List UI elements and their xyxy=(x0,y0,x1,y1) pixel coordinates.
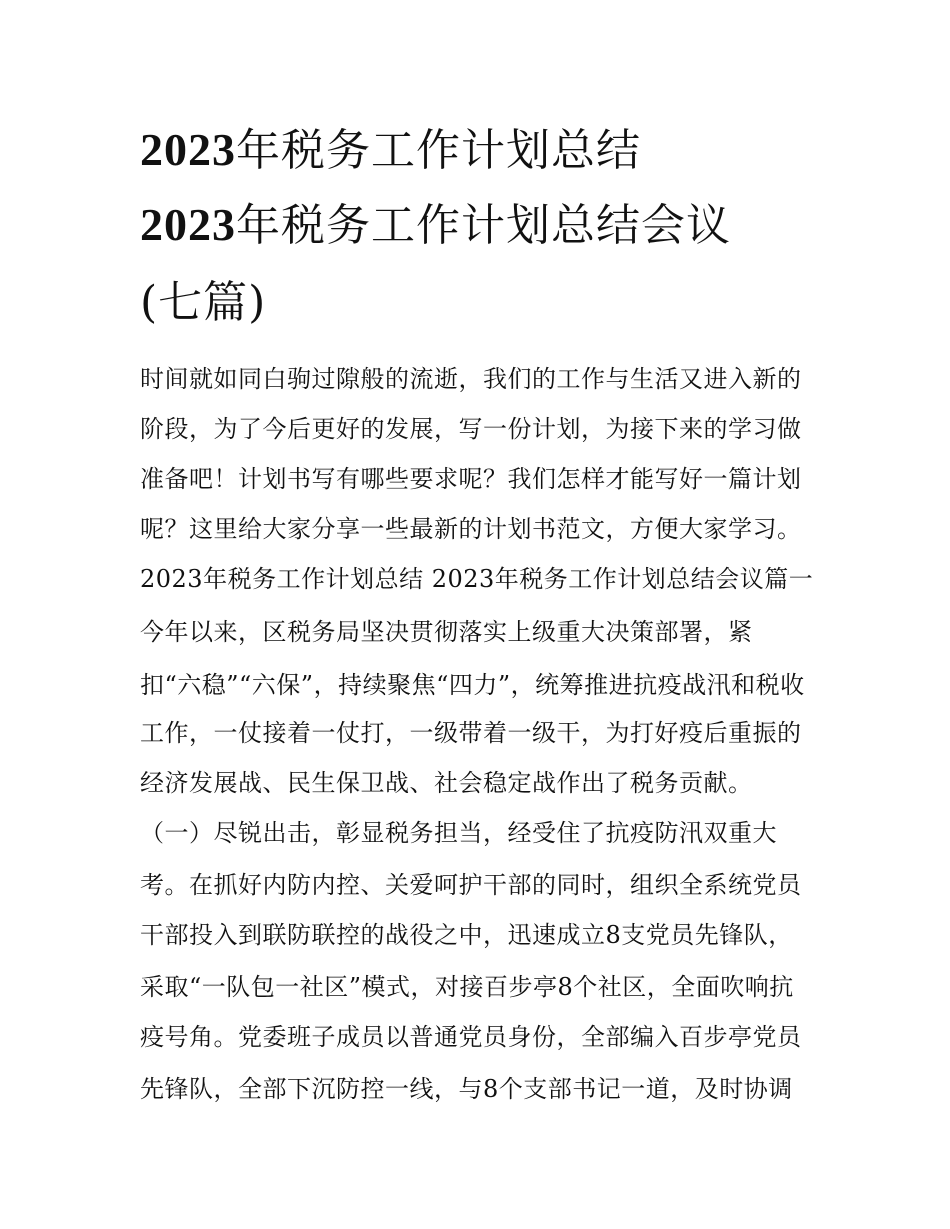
title-text: (七篇) xyxy=(140,277,267,328)
body-line: 采取“一队包一社区”模式，对接百步亭8个社区，全面吹响抗 xyxy=(140,973,794,1001)
title-year: 2023 xyxy=(140,199,236,250)
document-title-line-2 xyxy=(140,199,840,252)
title-text: 年税务工作计划总结 xyxy=(236,125,641,176)
body-line: 先锋队，全部下沉防控一线，与8个支部书记一道，及时协调 xyxy=(140,1075,793,1103)
title-year: 2023 xyxy=(140,124,236,175)
body-line: 2023年税务工作计划总结 2023年税务工作计划总结会议篇一 xyxy=(140,565,814,593)
body-line: 呢？这里给大家分享一些最新的计划书范文，方便大家学习。 xyxy=(140,515,802,543)
body-line: 今年以来，区税务局坚决贯彻落实上级重大决策部署，紧 xyxy=(140,618,753,646)
document-title-line-3 xyxy=(140,276,840,329)
body-line: 阶段，为了今后更好的发展，写一份计划，为接下来的学习做 xyxy=(140,415,802,443)
body-line: 工作，一仗接着一仗打，一级带着一级干，为打好疫后重振的 xyxy=(140,719,802,747)
body-line: 扣“六稳”“六保”，持续聚焦“四力”，统筹推进抗疫战汛和税收 xyxy=(140,671,805,699)
body-line: 经济发展战、民生保卫战、社会稳定战作出了税务贡献。 xyxy=(140,769,753,797)
body-line: （一）尽锐出击，彰显税务担当，经受住了抗疫防汛双重大 xyxy=(140,819,777,847)
document-title-line-1 xyxy=(140,124,840,177)
body-line: 疫号角。党委班子成员以普通党员身份，全部编入百步亭党员 xyxy=(140,1023,802,1051)
body-line: 准备吧！计划书写有哪些要求呢？我们怎样才能写好一篇计划 xyxy=(140,465,802,493)
title-text: 年税务工作计划总结会议 xyxy=(236,200,731,251)
body-line: 时间就如同白驹过隙般的流逝，我们的工作与生活又进入新的 xyxy=(140,365,802,393)
body-line: 干部投入到联防联控的战役之中，迅速成立8支党员先锋队， xyxy=(140,921,793,949)
body-line: 考。在抓好内防内控、关爱呵护干部的同时，组织全系统党员 xyxy=(140,871,802,899)
